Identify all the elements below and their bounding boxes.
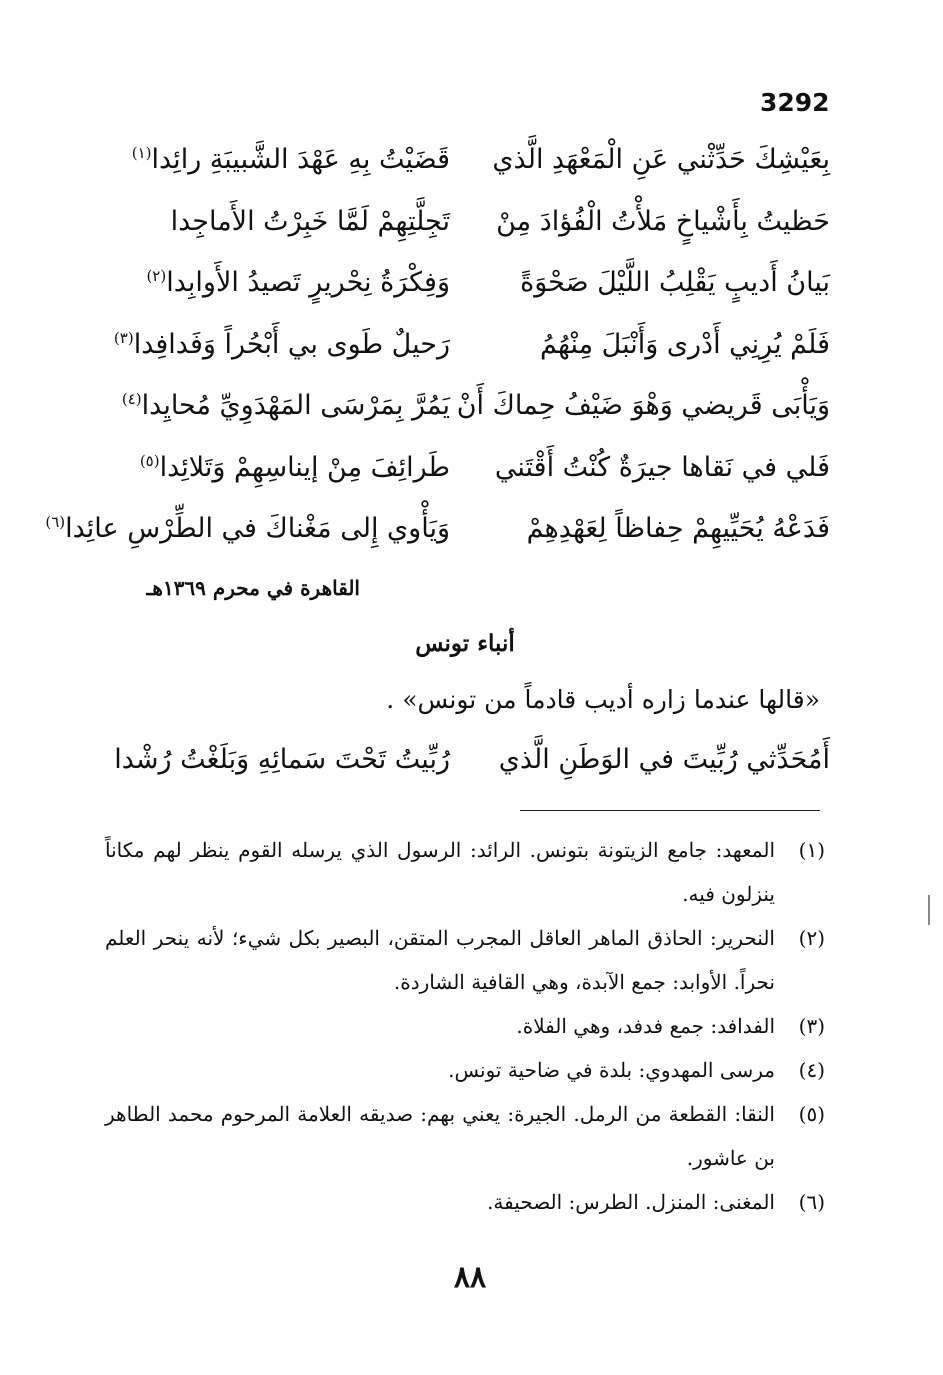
footnote-marker: (٢) — [146, 267, 167, 285]
footnote — [105, 1048, 825, 1092]
footnote-text: النقا: القطعة من الرمل. الجيرة: يعني بهم: صديقه العلامة المرحوم محمد الطاهر بن عاشور. — [105, 1102, 775, 1170]
footnote-number: (٥) — [798, 1102, 825, 1126]
poem-intro: «قالها عندما زاره أديب قادماً من تونس» . — [386, 685, 820, 714]
verse-second-hemistich — [100, 448, 450, 488]
page-number: ٨٨ — [453, 1260, 487, 1295]
footnote-number: (٤) — [798, 1058, 825, 1082]
footnote — [105, 828, 825, 916]
footnote-number: (٣) — [798, 1014, 825, 1038]
verse-first-hemistich: بِعَيْشِكَ حَدِّثْني عَنِ الْمَعْهَدِ الَّذي — [492, 144, 830, 175]
verse-first-hemistich: فَلَمْ يُرِنِي أَدْرى وَأَنْبَلَ مِنْهُمُ — [540, 328, 830, 360]
verse-second-hemistich — [100, 202, 450, 242]
verse-second-hemistich — [100, 386, 450, 426]
footnote-text: المعهد: جامع الزيتونة بتونس. الرائد: الرسول الذي يرسله القوم ينظر لهم مكاناً ينزلون فيه. — [105, 838, 775, 906]
footnote — [105, 1180, 825, 1224]
verse-line — [100, 140, 830, 202]
poem-dateline: القاهرة في محرم ١٣٦٩هـ — [146, 576, 360, 600]
hemistich-text: تَجِلَّتِهِمْ لَمَّا خَبِرْتُ الأَماجِدا — [170, 205, 450, 237]
section-title: أنباء تونس — [415, 630, 515, 657]
verse-second-hemistich — [100, 140, 450, 180]
footnote-number: (٢) — [798, 926, 825, 950]
footnotes — [105, 828, 825, 1224]
verse-first-hemistich: حَظيتُ بِأَشْياخٍ مَلأْتُ الْفُؤادَ مِنْ — [496, 205, 830, 237]
verse-second-hemistich: رُبِّيتُ تَحْتَ سَمائِهِ وَبَلَغْتُ رُشْدا — [114, 744, 450, 775]
hemistich-text: وَيَأْوي إِلى مَغْناكَ في الطِّرْسِ عائِدا — [65, 513, 450, 544]
page-reference-number: 3292 — [760, 88, 830, 117]
footnote-marker: (٥) — [139, 451, 160, 470]
verse-first-hemistich: فَلي في نَقاها جيرَةٌ كُنْتُ أَقْتَني — [494, 451, 830, 483]
hemistich-text: وَفِكْرَةُ نِحْريرٍ تَصيدُ الأَوابِدا — [166, 267, 450, 298]
footnote-marker: (١) — [131, 144, 152, 162]
footnote-text: النحرير: الحاذق الماهر العاقل المجرب المتقن، البصير بكل شيء؛ لأنه ينحر العلم نحراً. الأوابد: جمع الآبدة، وهي القافية الشاردة. — [105, 926, 775, 994]
hemistich-text: قَضَيْتُ بِهِ عَهْدَ الشَّبيبَةِ رائِدا — [151, 144, 450, 175]
footnote-text: مرسى المهدوي: بلدة في ضاحية تونس. — [448, 1058, 775, 1082]
footnote — [105, 1004, 825, 1048]
verse-first-hemistich: وَيَأْبَى قَريضي وَهْوَ ضَيْفُ حِماكَ أَنْ — [456, 390, 830, 421]
footnote — [105, 916, 825, 1004]
hemistich-text: طَرائِفَ مِنْ إيناسِهِمْ وَتَلائِدا — [159, 451, 450, 483]
verse-line — [100, 202, 830, 264]
footnote-number: (٦) — [798, 1190, 825, 1214]
verse-second-hemistich — [100, 325, 450, 365]
verse-first-hemistich: فَدَعْهُ يُحَيِّيهِمْ حِفاظاً لِعَهْدِهِمْ — [526, 513, 830, 544]
footnote-number: (١) — [798, 838, 825, 862]
poem-verses — [45, 140, 830, 571]
verse-line — [100, 386, 830, 448]
hemistich-text: رَحيلٌ طَوى بي أَبْحُراً وَفَدافِدا — [133, 328, 450, 360]
footnote — [105, 1092, 825, 1180]
footnote-divider — [520, 810, 820, 811]
scan-edge-mark — [928, 895, 930, 925]
verse-second-hemistich — [45, 509, 450, 549]
verse-line — [100, 448, 830, 510]
footnote-marker: (٤) — [121, 390, 142, 408]
verse-first-hemistich: بَيانُ أَديبٍ يَقْلِبُ اللَّيْلَ صَحْوَةً — [520, 267, 830, 298]
verse-second-hemistich — [100, 263, 450, 303]
footnote-text: الفدافد: جمع فدفد، وهي الفلاة. — [516, 1014, 775, 1038]
footnote-marker: (٦) — [45, 513, 66, 531]
verse-first-hemistich: أَمُحَدِّثي رُبِّيتَ في الوَطَنِ الَّذي — [498, 744, 830, 775]
verse-line — [100, 325, 830, 387]
verse-line — [100, 263, 830, 325]
hemistich-text: يَمُرَّ بِمَرْسَى المَهْدَوِيِّ مُحايِدا — [141, 390, 450, 421]
verse-line — [100, 740, 830, 790]
footnote-marker: (٣) — [113, 328, 134, 347]
footnote-text: المغنى: المنزل. الطرس: الصحيفة. — [487, 1190, 775, 1214]
verse-line — [45, 509, 830, 571]
